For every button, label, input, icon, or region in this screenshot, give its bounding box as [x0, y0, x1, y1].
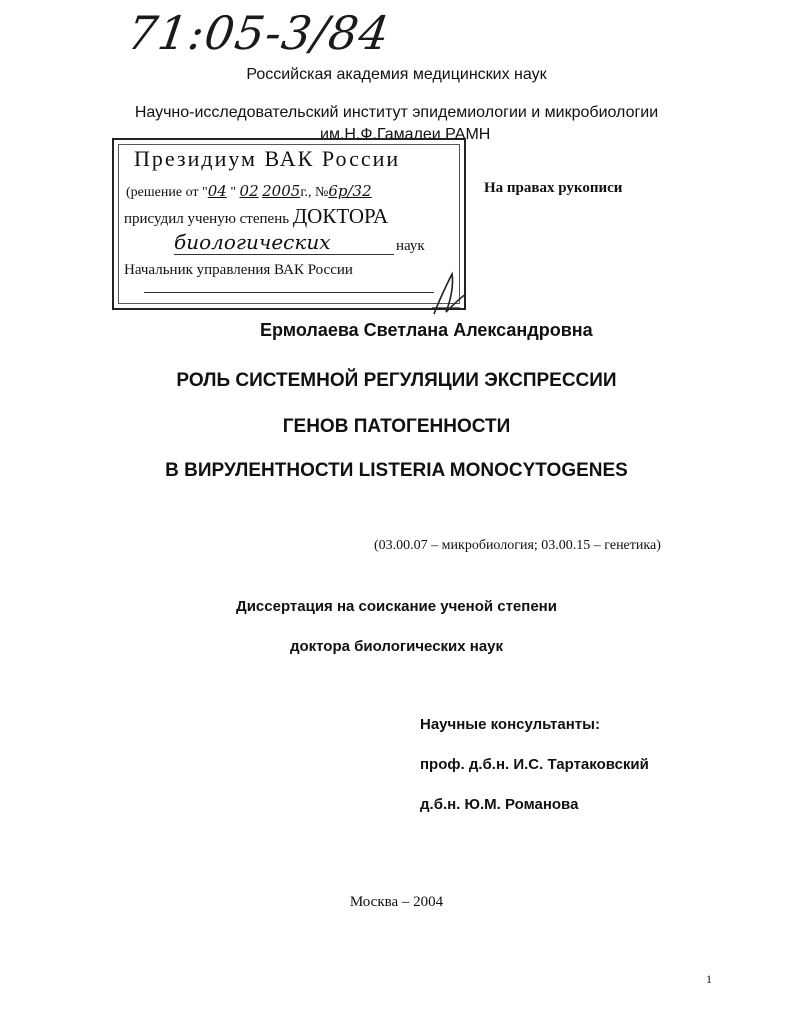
- vak-approval-stamp: [112, 138, 466, 310]
- handwritten-archive-code: 71:05-3/84: [124, 6, 394, 60]
- signature-scribble: [430, 268, 470, 318]
- author-name: Ермолаева Светлана Александровна: [260, 320, 593, 340]
- place-and-year: Москва – 2004: [349, 894, 444, 910]
- page-number: 1: [706, 972, 712, 986]
- stamp-awarded-line: [124, 204, 388, 229]
- stamp-decision-mid: ": [230, 185, 237, 200]
- stamp-decision-line: [126, 182, 372, 201]
- stamp-decision-month: 02: [239, 182, 259, 200]
- institute-name-line2: им.Н.Ф.Гамалеи РАМН: [320, 126, 491, 143]
- dissertation-title-line2: ГЕНОВ ПАТОГЕННОСТИ: [282, 416, 511, 437]
- stamp-field-handwritten: биологических: [174, 230, 394, 255]
- degree-statement-line2: доктора биологических наук: [289, 638, 504, 655]
- stamp-degree: ДОКТОРА: [292, 204, 389, 228]
- stamp-signature-line: [144, 292, 434, 293]
- consultants-heading: Научные консультанты:: [420, 716, 600, 733]
- stamp-title: Президиум ВАК России: [134, 146, 401, 171]
- stamp-decision-number-prefix: г., №: [300, 185, 329, 200]
- stamp-field-suffix: наук: [396, 238, 425, 254]
- stamp-decision-prefix: (решение от ": [126, 185, 208, 200]
- specialty-codes: (03.00.07 – микробиология; 03.00.15 – генетика): [374, 538, 661, 553]
- stamp-head-title: Начальник управления ВАК России: [124, 262, 353, 278]
- stamp-awarded-text: присудил ученую степень: [124, 211, 290, 227]
- consultant-1: проф. д.б.н. И.С. Тартаковский: [420, 756, 649, 773]
- dissertation-title-line3: В ВИРУЛЕНТНОСТИ LISTERIA MONOCYTOGENES: [165, 460, 628, 481]
- stamp-decision-number: 6р/32: [328, 182, 372, 200]
- consultant-2: д.б.н. Ю.М. Романова: [420, 796, 579, 813]
- stamp-decision-day: 04: [207, 182, 227, 200]
- manuscript-rights-note: На правах рукописи: [484, 180, 623, 196]
- institute-name-line1: Научно-исследовательский институт эпидемиологии и микробиологии: [134, 104, 659, 121]
- academy-name: Российская академия медицинских наук: [246, 66, 547, 83]
- degree-statement-line1: Диссертация на соискание ученой степени: [236, 598, 557, 615]
- dissertation-title-line1: РОЛЬ СИСТЕМНОЙ РЕГУЛЯЦИИ ЭКСПРЕССИИ: [176, 370, 617, 391]
- stamp-decision-year: 2005: [262, 182, 301, 200]
